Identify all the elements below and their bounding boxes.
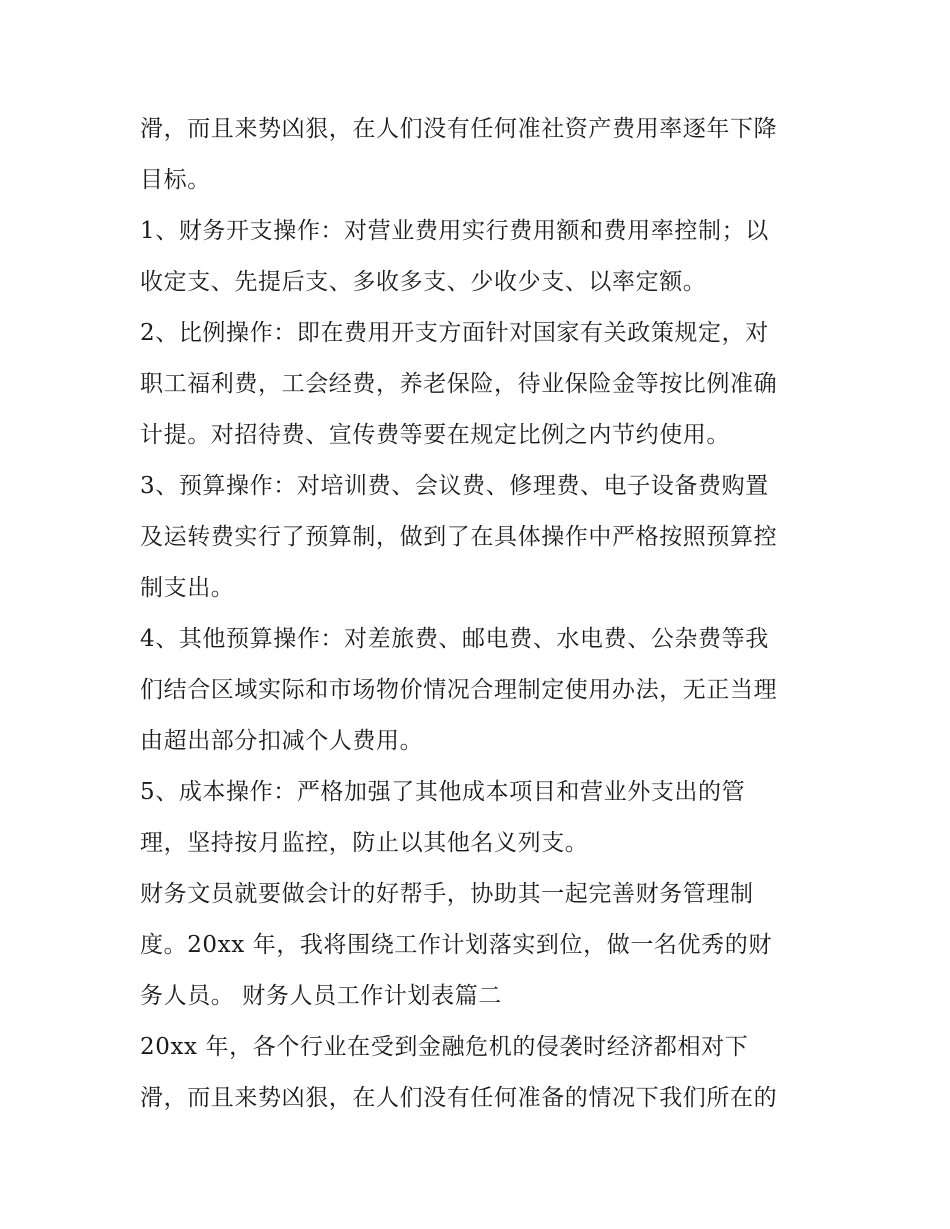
text-line: 务人员。 财务人员工作计划表篇二	[140, 983, 502, 1009]
text-line: 理，坚持按月监控，防止以其他名义列支。	[140, 830, 589, 856]
text-line: 财务文员就要做会计的好帮手，协助其一起完善财务管理制	[140, 881, 754, 907]
text-line: 职工福利费，工会经费，养老保险，待业保险金等按比例准确	[140, 371, 778, 397]
text-line: 及运转费实行了预算制，做到了在具体操作中严格按照预算控	[140, 524, 778, 550]
text-line: 计提。对招待费、宣传费等要在规定比例之内节约使用。	[140, 422, 730, 448]
text-line: 3、预算操作：对培训费、会议费、修理费、电子设备费购置	[140, 473, 769, 499]
text-line: 滑，而且来势凶狠，在人们没有任何准社资产费用率逐年下降	[140, 116, 778, 142]
text-line: 收定支、先提后支、多收多支、少收少支、以率定额。	[140, 269, 707, 295]
text-line: 由超出部分扣减个人费用。	[140, 728, 424, 754]
text-line: 目标。	[140, 167, 211, 193]
text-line: 20xx 年，各个行业在受到金融危机的侵袭时经济都相对下	[140, 1034, 749, 1060]
text-line: 度。20xx 年，我将围绕工作计划落实到位，做一名优秀的财	[140, 932, 772, 958]
text-line: 制支出。	[140, 575, 235, 601]
text-line: 1、财务开支操作：对营业费用实行费用额和费用率控制；以	[140, 218, 769, 244]
text-line: 2、比例操作：即在费用开支方面针对国家有关政策规定，对	[140, 320, 769, 346]
text-line: 滑，而且来势凶狠，在人们没有任何准备的情况下我们所在的	[140, 1085, 778, 1111]
document-body	[140, 104, 830, 1124]
text-line: 们结合区域实际和市场物价情况合理制定使用办法，无正当理	[140, 677, 778, 703]
text-line: 4、其他预算操作：对差旅费、邮电费、水电费、公杂费等我	[140, 626, 769, 652]
text-line: 5、成本操作：严格加强了其他成本项目和营业外支出的管	[140, 779, 746, 805]
